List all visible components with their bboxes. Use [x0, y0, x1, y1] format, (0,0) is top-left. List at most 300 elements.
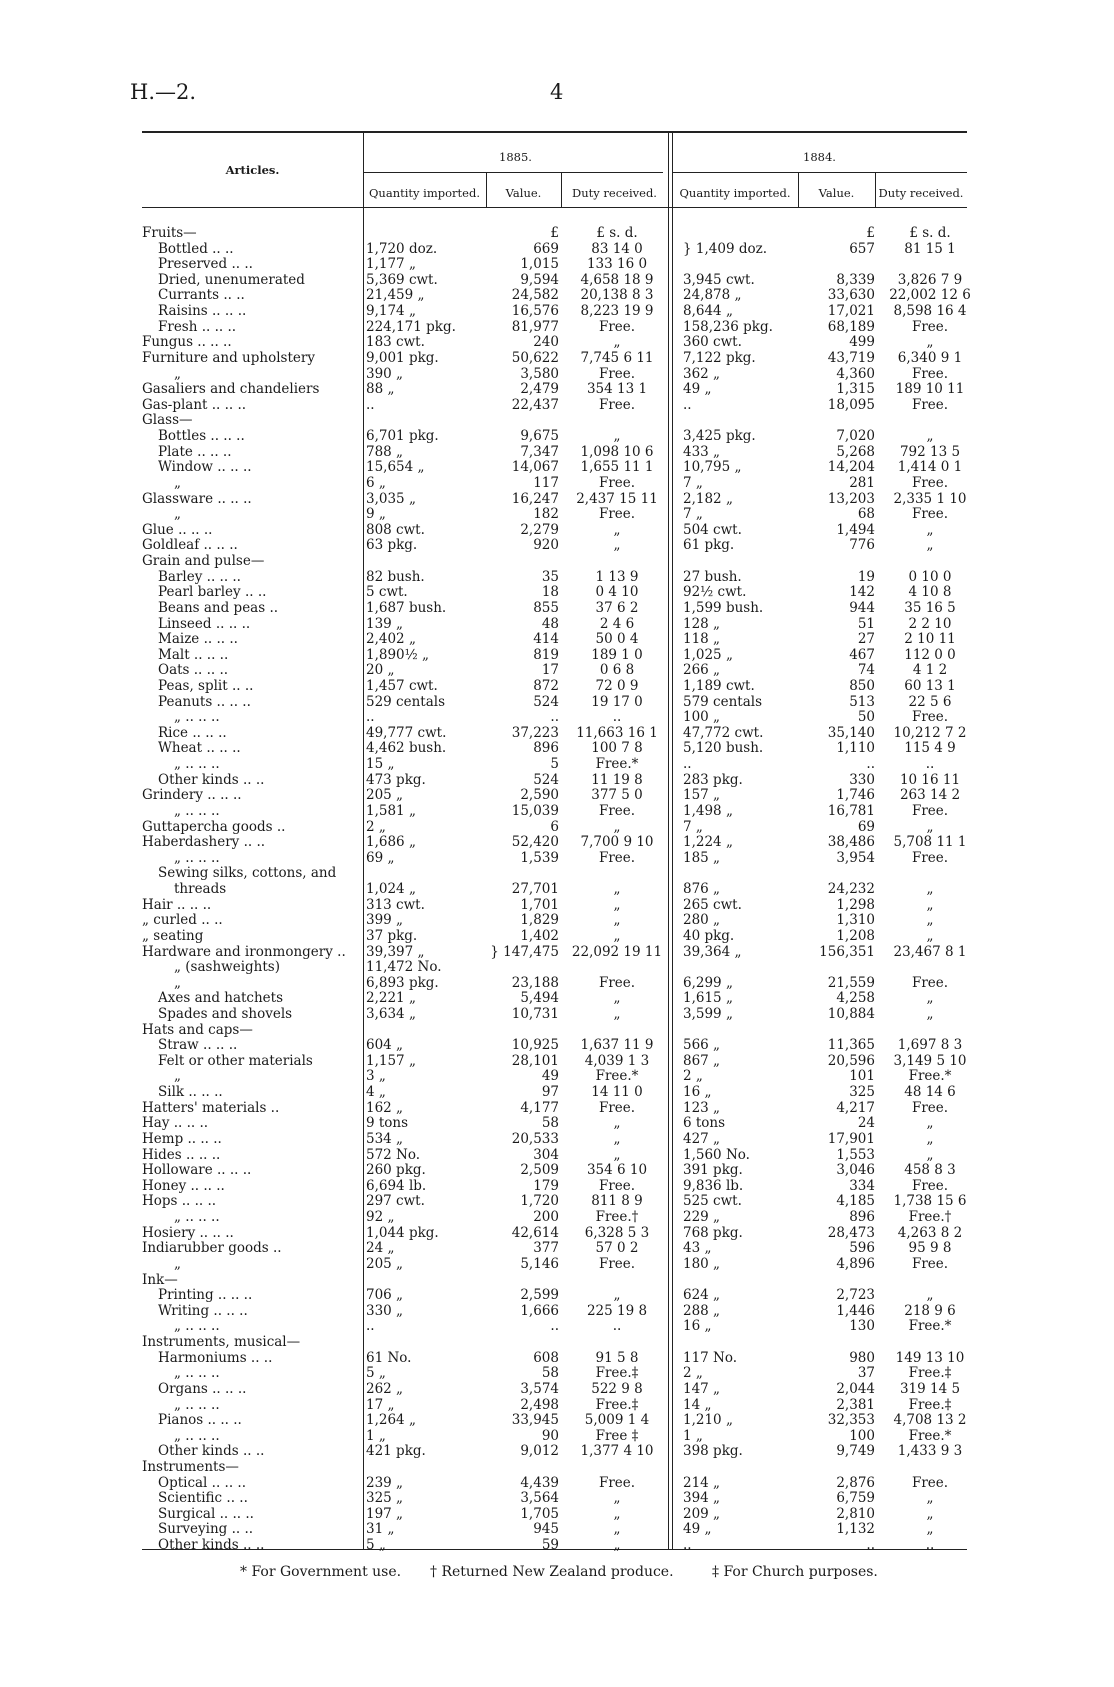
footnote-government: * For Government use.: [240, 1564, 402, 1580]
article-cell: Optical .. .. ..: [158, 1474, 247, 1491]
duty-1884-cell: 4,263 8 2: [897, 1224, 963, 1241]
duty-1884-cell: 1,697 8 3: [897, 1037, 963, 1054]
article-cell: Wheat .. .. ..: [158, 740, 241, 757]
value-1885-cell: 48: [541, 615, 559, 632]
qty-1885-cell: 9,001 pkg.: [366, 349, 439, 366]
value-1885-cell: 35: [541, 568, 559, 585]
duty-1884-cell: 4 10 8: [908, 584, 952, 601]
duty-1885-cell: 19 17 0: [591, 693, 643, 710]
value-1885-cell: 182: [533, 506, 559, 523]
qty-1885-cell: ..: [366, 396, 375, 413]
value-1885-cell: 2,498: [520, 1396, 559, 1413]
duty-1884-cell: 458 8 3: [904, 1162, 956, 1179]
value-1885-cell: 50,622: [511, 349, 559, 366]
value-1884-cell: 1,310: [836, 912, 875, 929]
qty-1885-cell: 92 „: [366, 1209, 395, 1226]
duty-1884-cell: 22 5 6: [908, 693, 952, 710]
duty-1884-cell: 48 14 6: [904, 1084, 956, 1101]
qty-1884-cell: 39,364 „: [683, 943, 742, 960]
value-1885-cell: 37,223: [511, 724, 559, 741]
duty-1884-cell: 792 13 5: [899, 443, 961, 460]
value-1884-cell: 2,810: [836, 1505, 875, 1522]
value-1884-cell: 38,486: [827, 834, 875, 851]
table-row: [0, 320, 1114, 336]
duty-1884-cell: „: [926, 881, 934, 898]
qty-1885-cell: 5 „: [366, 1537, 386, 1554]
duty-1884-cell: 3,149 5 10: [893, 1052, 967, 1069]
value-1885-cell: 896: [533, 740, 559, 757]
qty-1885-cell: 297 cwt.: [366, 1193, 425, 1210]
value-1884-cell: 330: [849, 771, 875, 788]
article-cell: „ .. .. ..: [174, 1209, 220, 1226]
table-row: [0, 1038, 1114, 1054]
duty-1885-cell: Free.: [598, 802, 636, 819]
value-1884-cell: 28,473: [827, 1224, 875, 1241]
duty-1884-cell: Free.: [911, 709, 949, 726]
table-row: [0, 945, 1114, 961]
qty-1885-cell: 313 cwt.: [366, 896, 425, 913]
article-cell: Gas-plant .. .. ..: [142, 396, 247, 413]
value-1885-cell: 2,479: [520, 381, 559, 398]
value-1885-cell: 3,574: [520, 1380, 559, 1397]
duty-1884-cell: Free.: [911, 1474, 949, 1491]
article-cell: Rice .. .. ..: [158, 724, 227, 741]
qty-1884-cell: 128 „: [683, 615, 721, 632]
table-row: [0, 492, 1114, 508]
qty-1884-cell: 180 „: [683, 1255, 721, 1272]
duty-1885-cell: 83 14 0: [591, 240, 643, 257]
duty-1885-cell: 0 6 8: [599, 662, 635, 679]
qty-1885-cell: 1,890½ „: [366, 646, 430, 663]
value-1884-cell: 325: [849, 1084, 875, 1101]
qty-1885-cell: 20 „: [366, 662, 395, 679]
value-1884-cell: 24,232: [827, 881, 875, 898]
table-row: [0, 617, 1114, 633]
duty-1885-cell: „: [613, 1490, 621, 1507]
qty-1884-cell: 433 „: [683, 443, 721, 460]
table-row: [0, 585, 1114, 601]
duty-1885-cell: 0 4 10: [595, 584, 639, 601]
duty-1885-cell: „: [613, 1130, 621, 1147]
article-cell: „: [174, 1068, 181, 1085]
value-1884-cell: 4,185: [836, 1193, 875, 1210]
table-row: [0, 1460, 1114, 1476]
qty-1884-cell: 214 „: [683, 1474, 721, 1491]
qty-1885-cell: 82 bush.: [366, 568, 425, 585]
table-row: [0, 1085, 1114, 1101]
duty-1884-cell: 22,002 12 6: [889, 287, 971, 304]
qty-1884-cell: 1,599 bush.: [683, 599, 764, 616]
qty-1885-cell: 1,157 „: [366, 1052, 416, 1069]
qty-1885-cell: 534 „: [366, 1130, 404, 1147]
value-1884-cell: 32,353: [827, 1412, 875, 1429]
duty-1885-cell: „: [613, 1521, 621, 1538]
value-1885-cell: 52,420: [511, 834, 559, 851]
footnote-church: ‡ For Church purposes.: [712, 1564, 878, 1580]
table-row: [0, 663, 1114, 679]
qty-1884-cell: 283 pkg.: [683, 771, 743, 788]
qty-1885-cell: 6,893 pkg.: [366, 974, 439, 991]
qty-1884-cell: 10,795 „: [683, 459, 742, 476]
qty-1884-cell: 185 „: [683, 849, 721, 866]
qty-1885-cell: 3,634 „: [366, 1006, 416, 1022]
value-1885-cell: 920: [533, 537, 559, 554]
table-row: [0, 1132, 1114, 1148]
value-1884-cell: 20,596: [827, 1052, 875, 1069]
value-1885-cell: 304: [533, 1146, 559, 1163]
article-cell: Raisins .. .. ..: [158, 303, 247, 320]
duty-1884-cell: 35 16 5: [904, 599, 956, 616]
duty-1884-cell: 4,708 13 2: [893, 1412, 967, 1429]
value-1885-cell: 1,829: [520, 912, 559, 929]
value-1884-cell: 334: [849, 1177, 875, 1194]
value-1884-cell: 980: [849, 1349, 875, 1366]
table-row: [0, 1179, 1114, 1195]
duty-1884-cell: Free.: [911, 318, 949, 335]
article-cell: „ .. .. ..: [174, 709, 220, 726]
table-row: [0, 1491, 1114, 1507]
duty-1884-cell: „: [926, 990, 934, 1007]
value-1884-cell: 5,268: [836, 443, 875, 460]
table-row: [0, 1194, 1114, 1210]
qty-1885-cell: 1,044 pkg.: [366, 1224, 439, 1241]
table-row: [0, 507, 1114, 523]
article-cell: Other kinds .. ..: [158, 1537, 265, 1554]
value-1884-cell: 281: [849, 474, 875, 491]
value-1884-cell: 142: [849, 584, 875, 601]
duty-1884-cell: Free.: [911, 802, 949, 819]
value-1885-cell: 200: [533, 1209, 559, 1226]
qty-1884-cell: 6 tons: [683, 1115, 726, 1132]
article-cell: Dried, unenumerated: [158, 271, 305, 288]
qty-1884-cell: 2 „: [683, 1068, 703, 1085]
article-cell: Surveying .. ..: [158, 1521, 254, 1538]
value-1885-cell: 20,533: [511, 1130, 559, 1147]
value-1885-cell: 23,188: [511, 974, 559, 991]
qty-1885-cell: 1,581 „: [366, 802, 416, 819]
article-cell: Spades and shovels: [158, 1006, 293, 1022]
qty-1885-cell: 325 „: [366, 1490, 404, 1507]
article-cell: „ .. .. ..: [174, 1318, 220, 1335]
duty-1885-cell: ..: [612, 709, 622, 726]
qty-1885-cell: 239 „: [366, 1474, 404, 1491]
duty-1885-cell: 4,658 18 9: [580, 271, 654, 288]
duty-1884-cell: 1,738 15 6: [893, 1193, 967, 1210]
article-cell: Scientific .. ..: [158, 1490, 248, 1507]
value-1885-cell: 608: [533, 1349, 559, 1366]
duty-1885-cell: Free.*: [595, 1068, 639, 1085]
table-row: [0, 1351, 1114, 1367]
duty-1885-cell: Free.‡: [595, 1396, 639, 1413]
value-1884-cell: 156,351: [819, 943, 875, 960]
table-row: [0, 257, 1114, 273]
duty-1885-cell: Free.†: [595, 1209, 639, 1226]
table-row: [0, 632, 1114, 648]
duty-1885-cell: 11 19 8: [591, 771, 643, 788]
duty-1885-cell: 72 0 9: [595, 677, 639, 694]
duty-1885-cell: „: [613, 1537, 621, 1554]
value-1884-cell: 1,553: [836, 1146, 875, 1163]
article-cell: „ .. .. ..: [174, 1365, 220, 1382]
qty-1885-cell: ..: [366, 1318, 375, 1335]
table-row: [0, 851, 1114, 867]
article-cell: Peas, split .. ..: [158, 677, 254, 694]
qty-1884-cell: 3,945 cwt.: [683, 271, 755, 288]
table-row: [0, 570, 1114, 586]
article-cell: Beans and peas ..: [158, 599, 279, 616]
duty-1884-cell: 1,433 9 3: [897, 1443, 963, 1460]
value-1885-cell: £: [550, 225, 559, 241]
value-1885-cell: 58: [541, 1365, 559, 1382]
duty-1884-cell: Free.: [911, 1255, 949, 1272]
value-1884-cell: 35,140: [827, 724, 875, 741]
value-1885-cell: 1,402: [520, 927, 559, 944]
value-1885-cell: 1,720: [520, 1193, 559, 1210]
article-cell: Hay .. .. ..: [142, 1115, 209, 1132]
duty-1885-cell: Free.: [598, 506, 636, 523]
article-cell: Pianos .. .. ..: [158, 1412, 242, 1429]
value-1884-cell: 1,110: [836, 740, 875, 757]
table-row: [0, 367, 1114, 383]
qty-1885-cell: 3 „: [366, 1068, 386, 1085]
table-row: [0, 382, 1114, 398]
article-cell: Fruits—: [142, 225, 197, 241]
duty-1884-cell: 4 1 2: [912, 662, 948, 679]
year-subhead-rule-1885: [363, 172, 663, 173]
header-bottom-rule: [142, 207, 967, 208]
table-row: [0, 1257, 1114, 1273]
header-year-1885: 1885.: [499, 150, 532, 164]
value-1884-cell: 1,298: [836, 896, 875, 913]
table-row: [0, 554, 1114, 570]
value-1885-cell: 10,925: [511, 1037, 559, 1054]
page-ref: H.—2.: [130, 80, 197, 104]
value-1884-cell: 9,749: [836, 1443, 875, 1460]
table-row: [0, 695, 1114, 711]
duty-1885-cell: 14 11 0: [591, 1084, 643, 1101]
value-1885-cell: 2,509: [520, 1162, 559, 1179]
duty-1885-cell: 2,437 15 11: [576, 490, 658, 507]
duty-1885-cell: Free.: [598, 1099, 636, 1116]
qty-1885-cell: 9 „: [366, 506, 386, 523]
qty-1884-cell: 579 centals: [683, 693, 763, 710]
table-row: [0, 304, 1114, 320]
duty-1884-cell: 81 15 1: [904, 240, 956, 257]
article-cell: Malt .. .. ..: [158, 646, 229, 663]
table-row: [0, 1241, 1114, 1257]
duty-1885-cell: 5,009 1 4: [584, 1412, 650, 1429]
article-cell: Sewing silks, cottons, and: [158, 865, 337, 882]
value-1884-cell: 6,759: [836, 1490, 875, 1507]
duty-1884-cell: Free.†: [908, 1209, 952, 1226]
table-row: [0, 1304, 1114, 1320]
duty-1884-cell: Free.: [911, 474, 949, 491]
duty-1885-cell: Free.: [598, 365, 636, 382]
qty-1885-cell: 37 pkg.: [366, 927, 418, 944]
table-row: [0, 351, 1114, 367]
value-1885-cell: 33,945: [511, 1412, 559, 1429]
qty-1885-cell: 5 „: [366, 1365, 386, 1382]
article-cell: Honey .. .. ..: [142, 1177, 225, 1194]
value-1885-cell: 24,582: [511, 287, 559, 304]
article-cell: Straw .. .. ..: [158, 1037, 238, 1054]
qty-1884-cell: 1,498 „: [683, 802, 733, 819]
value-1885-cell: 16,247: [511, 490, 559, 507]
value-1885-cell: 42,614: [511, 1224, 559, 1241]
duty-1884-cell: „: [926, 334, 934, 351]
qty-1884-cell: 1,615 „: [683, 990, 733, 1007]
article-cell: Surgical .. .. ..: [158, 1505, 254, 1522]
duty-1885-cell: 6,328 5 3: [584, 1224, 650, 1241]
duty-1885-cell: 811 8 9: [591, 1193, 643, 1210]
article-cell: Maize .. .. ..: [158, 631, 238, 648]
table-row: [0, 741, 1114, 757]
article-cell: „ .. .. ..: [174, 1396, 220, 1413]
duty-1885-cell: 57 0 2: [595, 1240, 639, 1257]
value-1884-cell: 51: [857, 615, 875, 632]
duty-1884-cell: 0 10 0: [908, 568, 952, 585]
value-1884-cell: 130: [849, 1318, 875, 1335]
value-1885-cell: 49: [541, 1068, 559, 1085]
duty-1884-cell: 149 13 10: [895, 1349, 965, 1366]
duty-1885-cell: „: [613, 537, 621, 554]
header-qty-1885: Quantity imported.: [369, 186, 480, 200]
duty-1885-cell: „: [613, 912, 621, 929]
qty-1884-cell: 100 „: [683, 709, 721, 726]
duty-1885-cell: 1,098 10 6: [580, 443, 654, 460]
table-row: [0, 1101, 1114, 1117]
header-duty-1885: Duty received.: [572, 186, 657, 200]
value-1884-cell: 8,339: [836, 271, 875, 288]
article-cell: Holloware .. .. ..: [142, 1162, 252, 1179]
table-row: [0, 726, 1114, 742]
value-1884-cell: 1,446: [836, 1302, 875, 1319]
qty-1884-cell: 147 „: [683, 1380, 721, 1397]
value-1884-cell: 37: [857, 1365, 875, 1382]
qty-1884-cell: 2 „: [683, 1365, 703, 1382]
duty-1885-cell: 7,745 6 11: [580, 349, 654, 366]
duty-1884-cell: 60 13 1: [904, 677, 956, 694]
value-1885-cell: 9,675: [520, 428, 559, 445]
qty-1884-cell: 157 „: [683, 787, 721, 804]
table-row: [0, 538, 1114, 554]
value-1884-cell: 467: [849, 646, 875, 663]
duty-1885-cell: 1,655 11 1: [580, 459, 654, 476]
qty-1884-cell: 117 No.: [683, 1349, 738, 1366]
qty-1885-cell: 604 „: [366, 1037, 404, 1054]
value-1884-cell: 1,208: [836, 927, 875, 944]
qty-1884-cell: 16 „: [683, 1318, 712, 1335]
qty-1885-cell: 15 „: [366, 756, 395, 773]
qty-1885-cell: 421 pkg.: [366, 1443, 426, 1460]
duty-1884-cell: 95 9 8: [908, 1240, 952, 1257]
value-1885-cell: 28,101: [511, 1052, 559, 1069]
header-year-1884: 1884.: [803, 150, 836, 164]
value-1884-cell: 850: [849, 677, 875, 694]
duty-1884-cell: Free.: [911, 849, 949, 866]
table-row: [0, 976, 1114, 992]
value-1885-cell: 5: [550, 756, 559, 773]
table-row: [0, 601, 1114, 617]
qty-1885-cell: 1,686 „: [366, 834, 416, 851]
duty-1884-cell: 2 2 10: [908, 615, 952, 632]
value-1885-cell: 90: [541, 1427, 559, 1444]
qty-1884-cell: 14 „: [683, 1396, 712, 1413]
qty-1885-cell: 706 „: [366, 1287, 404, 1304]
qty-1884-cell: 1,210 „: [683, 1412, 733, 1429]
qty-1885-cell: 473 pkg.: [366, 771, 426, 788]
article-cell: Silk .. .. ..: [158, 1084, 223, 1101]
article-cell: Hides .. .. ..: [142, 1146, 221, 1163]
table-row: [0, 523, 1114, 539]
value-1884-cell: 4,258: [836, 990, 875, 1007]
table-row: [0, 1335, 1114, 1351]
duty-1884-cell: 3,826 7 9: [897, 271, 963, 288]
article-cell: „ seating: [142, 927, 204, 944]
qty-1885-cell: 162 „: [366, 1099, 404, 1116]
value-1885-cell: 15,039: [511, 802, 559, 819]
duty-1884-cell: „: [926, 1287, 934, 1304]
table-row: [0, 1148, 1114, 1164]
page-number: 4: [550, 80, 564, 104]
qty-1884-cell: 398 pkg.: [683, 1443, 743, 1460]
value-1884-cell: ..: [866, 756, 875, 773]
duty-1884-cell: Free.‡: [908, 1365, 952, 1382]
value-1884-cell: 2,876: [836, 1474, 875, 1491]
value-1884-cell: 596: [849, 1240, 875, 1257]
value-1885-cell: 819: [533, 646, 559, 663]
qty-1884-cell: 3,425 pkg.: [683, 428, 756, 445]
value-1884-cell: 3,046: [836, 1162, 875, 1179]
duty-1884-cell: 319 14 5: [899, 1380, 961, 1397]
article-cell: Hair .. .. ..: [142, 896, 212, 913]
article-cell: „: [174, 474, 181, 491]
duty-1885-cell: 11,663 16 1: [576, 724, 658, 741]
value-1885-cell: 3,580: [520, 365, 559, 382]
article-cell: „ .. .. ..: [174, 802, 220, 819]
value-1884-cell: 21,559: [827, 974, 875, 991]
value-1885-cell: 4,177: [520, 1099, 559, 1116]
article-cell: „ .. .. ..: [174, 1427, 220, 1444]
duty-1885-cell: Free.: [598, 1177, 636, 1194]
value-1884-cell: 101: [849, 1068, 875, 1085]
qty-1885-cell: 2,402 „: [366, 631, 416, 648]
table-row: [0, 1476, 1114, 1492]
duty-1884-cell: Free.: [911, 1099, 949, 1116]
value-1884-cell: 7,020: [836, 428, 875, 445]
qty-1885-cell: 572 No.: [366, 1146, 421, 1163]
duty-1884-cell: 112 0 0: [904, 646, 956, 663]
table-row: [0, 648, 1114, 664]
value-1884-cell: 2,044: [836, 1380, 875, 1397]
qty-1884-cell: } 1,409 doz.: [683, 240, 767, 257]
value-1885-cell: 17: [541, 662, 559, 679]
table-row: [0, 429, 1114, 445]
qty-1884-cell: 525 cwt.: [683, 1193, 742, 1210]
article-cell: Harmoniums .. ..: [158, 1349, 273, 1366]
qty-1884-cell: 5,120 bush.: [683, 740, 764, 757]
value-1885-cell: 10,731: [511, 1006, 559, 1022]
table-row: [0, 1444, 1114, 1460]
qty-1885-cell: 88 „: [366, 381, 395, 398]
duty-1885-cell: Free.: [598, 318, 636, 335]
qty-1884-cell: 16 „: [683, 1084, 712, 1101]
table-row: [0, 1366, 1114, 1382]
value-1884-cell: 944: [849, 599, 875, 616]
qty-1884-cell: 624 „: [683, 1287, 721, 1304]
qty-1884-cell: 266 „: [683, 662, 721, 679]
table-row: [0, 679, 1114, 695]
